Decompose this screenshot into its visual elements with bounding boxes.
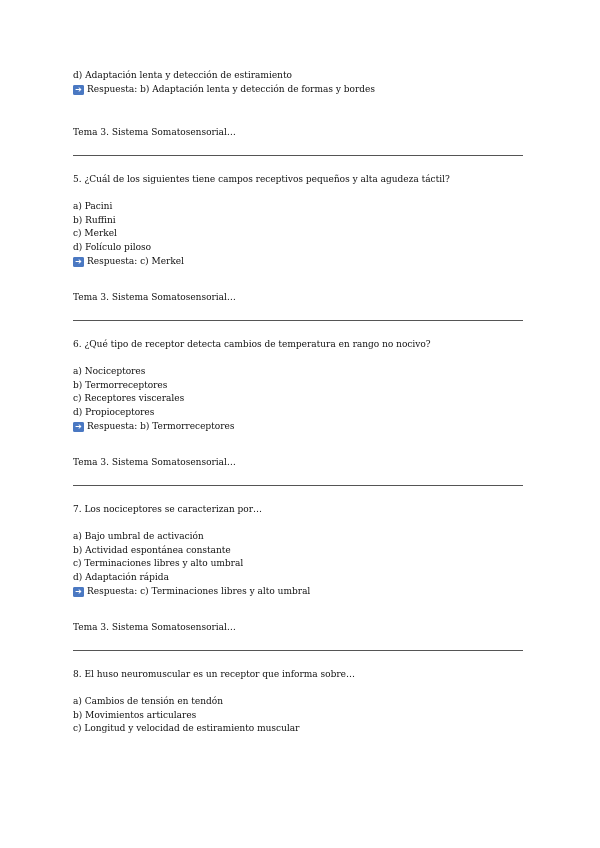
answer-line — [73, 421, 525, 435]
question-text: 5. ¿Cuál de los siguientes tiene campos receptivos pequeños y alta agudeza táctil? — [73, 175, 450, 186]
option-line: a) Cambios de tensión en tendón — [73, 697, 224, 708]
option-line: d) Propioceptores — [73, 407, 155, 418]
horizontal-divider — [73, 320, 523, 321]
topic-heading: Tema 3. Sistema Somatosensorial… — [73, 458, 236, 469]
options-list — [73, 201, 525, 269]
option-line: c) Longitud y velocidad de estiramiento muscular — [73, 724, 300, 735]
topic-heading: Tema 3. Sistema Somatosensorial… — [73, 293, 236, 304]
options-list — [73, 696, 525, 737]
option-line: a) Pacini — [73, 202, 113, 213]
answer-text: Respuesta: b) Termorreceptores — [87, 421, 235, 432]
options-list — [73, 531, 525, 599]
option-line: c) Merkel — [73, 229, 117, 240]
option-line: b) Ruffini — [73, 215, 116, 226]
answer-text: Respuesta: b) Adaptación lenta y detección de formas y bordes — [87, 84, 375, 95]
question-text: 6. ¿Qué tipo de receptor detecta cambios de temperatura en rango no nocivo? — [73, 340, 431, 351]
topic-heading: Tema 3. Sistema Somatosensorial… — [73, 128, 236, 139]
answer-text: Respuesta: c) Terminaciones libres y alto umbral — [87, 586, 311, 597]
right-arrow-icon — [73, 257, 84, 267]
option-line: a) Bajo umbral de activación — [73, 532, 204, 543]
answer-text: Respuesta: c) Merkel — [87, 256, 185, 267]
answer-line — [73, 84, 525, 98]
option-line: a) Nociceptores — [73, 367, 146, 378]
question-text: 8. El huso neuromuscular es un receptor que informa sobre… — [73, 670, 355, 681]
option-line: b) Movimientos articulares — [73, 710, 197, 721]
horizontal-divider — [73, 650, 523, 651]
right-arrow-icon — [73, 422, 84, 432]
option-line: c) Receptores viscerales — [73, 394, 185, 405]
option-line: d) Adaptación rápida — [73, 572, 169, 583]
option-line: d) Adaptación lenta y detección de estiramiento — [73, 71, 292, 81]
right-arrow-icon — [73, 85, 84, 95]
option-line: c) Terminaciones libres y alto umbral — [73, 559, 244, 570]
answer-line — [73, 256, 525, 270]
horizontal-divider — [73, 155, 523, 156]
document-page — [73, 70, 525, 737]
options-list — [73, 366, 525, 434]
option-line: b) Actividad espontánea constante — [73, 545, 231, 556]
option-line: d) Folículo piloso — [73, 242, 152, 253]
option-line: b) Termorreceptores — [73, 380, 168, 391]
topic-heading: Tema 3. Sistema Somatosensorial… — [73, 623, 236, 634]
question-text: 7. Los nociceptores se caracterizan por… — [73, 505, 263, 516]
right-arrow-icon — [73, 587, 84, 597]
answer-line — [73, 586, 525, 600]
previous-question-tail — [73, 70, 525, 97]
horizontal-divider — [73, 485, 523, 486]
